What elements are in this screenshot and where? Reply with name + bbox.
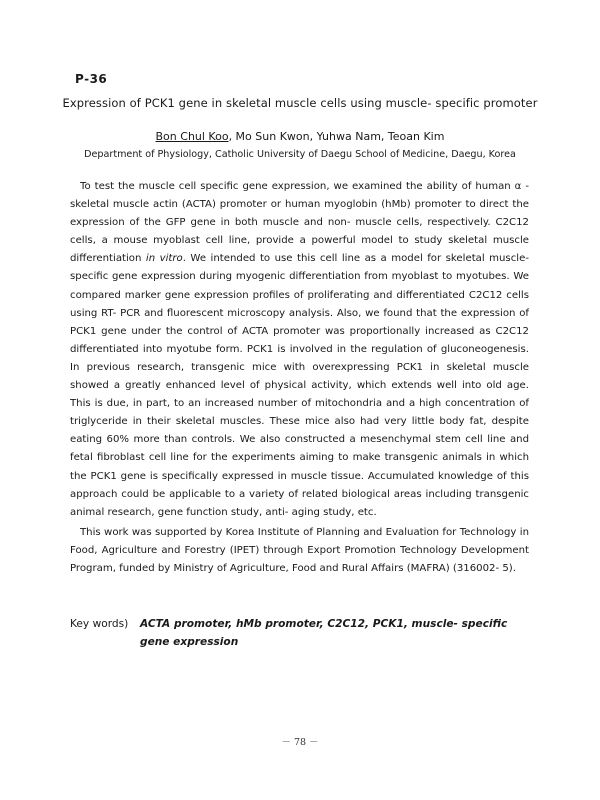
keywords-block xyxy=(70,615,530,651)
keywords-label: Key words) xyxy=(70,618,129,630)
affiliation: Department of Physiology, Catholic University of Daegu School of Medicine, Daegu, Korea xyxy=(84,149,516,160)
abstract-paragraph xyxy=(70,178,529,522)
abstract-text-1: To test the muscle cell specific gene expression, we examined the ability of human α - skeletal muscle actin (ACTA) promoter or human myoglobin (hMb) promoter to direct the expression of the GFP gene in both muscle and non- muscle cells, respectively. C2C12 cells, a mouse myoblast cell line, provide a powerful model to study skeletal muscle differentiation xyxy=(70,181,529,265)
author-list xyxy=(0,130,600,143)
keywords-list: ACTA promoter, hMb promoter, C2C12, PCK1, muscle- specific gene expression xyxy=(140,618,508,648)
abstract-code: P-36 xyxy=(75,72,108,86)
abstract-body xyxy=(70,178,529,578)
abstract-italic-term: in vitro xyxy=(145,253,183,265)
abstract-text-2: . We intended to use this cell line as a model for skeletal muscle- specific gene expression during myogenic differentiation from myoblast to myotubes. We compared marker gene expression profiles of proliferating and differentiated C2C12 cells using RT- PCR and fluorescent microscopy analysis. Also, we found that the expression of PCK1 gene under the control of ACTA promoter was proportionally increased as C2C12 differentiated into myotube form. PCK1 is involved in the regulation of gluconeogenesis. In previous research, transgenic mice with overexpressing PCK1 in skeletal muscle showed a greatly enhanced level of physical activity, which extends well into old age. This is due, in part, to an increased number of mitochondria and a high concentration of triglyceride in their skeletal muscles. These mice also had very little body fat, despite eating 60% more than controls. We also constructed a mesenchymal stem cell line and fetal fibroblast cell line for the experiments aiming to make transgenic animals in which the PCK1 gene is specifically expressed in muscle tissue. Accumulated knowledge of this approach could be applicable to a variety of related biological areas including transgenic animal research, gene function study, anti- aging study, etc. xyxy=(70,253,529,518)
funding-paragraph: This work was supported by Korea Institute of Planning and Evaluation for Technology in Food, Agriculture and Forestry (IPET) through Export Promotion Technology Development Program, funded by Ministry of Agriculture, Food and Rural Affairs (MAFRA) (316002- 5). xyxy=(70,526,529,574)
page-number: － 78 － xyxy=(281,737,319,748)
paper-title: Expression of PCK1 gene in skeletal muscle cells using muscle- specific promoter xyxy=(62,96,538,110)
lead-author: Bon Chul Koo xyxy=(155,130,229,143)
co-authors: , Mo Sun Kwon, Yuhwa Nam, Teoan Kim xyxy=(228,130,445,143)
